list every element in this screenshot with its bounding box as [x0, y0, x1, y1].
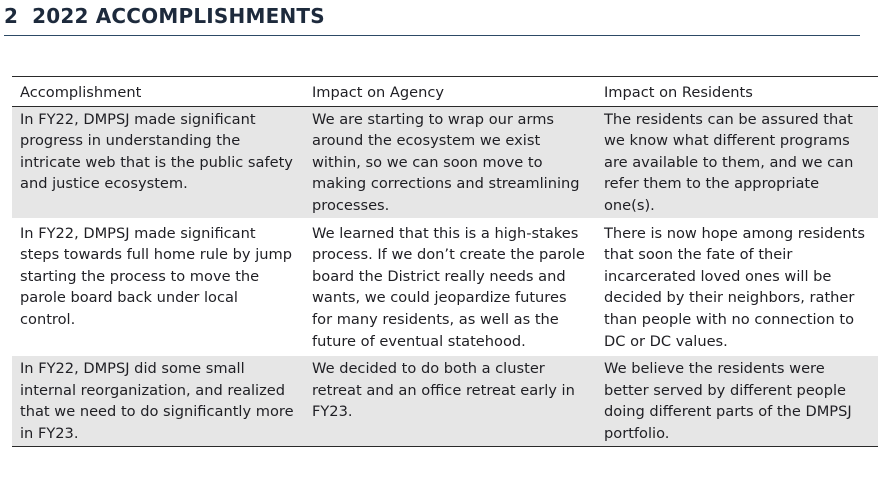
accomplishments-table [12, 76, 878, 447]
section-title: 2022 ACCOMPLISHMENTS [32, 4, 325, 28]
table-cell: In FY22, DMPSJ made significant steps towards full home rule by jump starting the process to move the parole board back under local control. [20, 224, 292, 328]
table-cell: In FY22, DMPSJ made significant progress in understanding the intricate web that is the public safety and justice ecosystem. [12, 106, 304, 217]
table-cell: We decided to do both a cluster retreat and an office retreat early in FY23. [304, 356, 596, 446]
section-heading [4, 4, 325, 28]
heading-rule [4, 35, 860, 36]
table-cell: We believe the residents were better served by different people doing different parts of the DMPSJ portfolio. [596, 356, 878, 446]
table-cell: We are starting to wrap our arms around the ecosystem we exist within, so we can soon move to making corrections and streamlining processes. [304, 106, 596, 217]
table-cell: We learned that this is a high-stakes process. If we don’t create the parole board the District really needs and wants, we could jeopardize futures for many residents, as well as the future of eventual statehood. [312, 224, 585, 350]
table-header-row [12, 77, 878, 107]
table-cell: In FY22, DMPSJ did some small internal reorganization, and realized that we need to do significantly more in FY23. [12, 356, 304, 446]
table-cell: There is now hope among residents that soon the fate of their incarcerated loved ones will be decided by their neighbors, rather than people with no connection to DC or DC values. [604, 224, 865, 350]
section-number: 2 [4, 4, 19, 28]
table-cell: The residents can be assured that we know what different programs are available to them, and we can refer them to the appropriate one(s). [596, 106, 878, 217]
table-row [12, 106, 878, 217]
header-accomplishment: Accomplishment [12, 77, 304, 107]
table-row [12, 356, 878, 446]
header-impact-on-agency: Impact on Agency [304, 77, 596, 107]
header-impact-on-residents: Impact on Residents [596, 77, 878, 107]
table-row [12, 221, 878, 354]
